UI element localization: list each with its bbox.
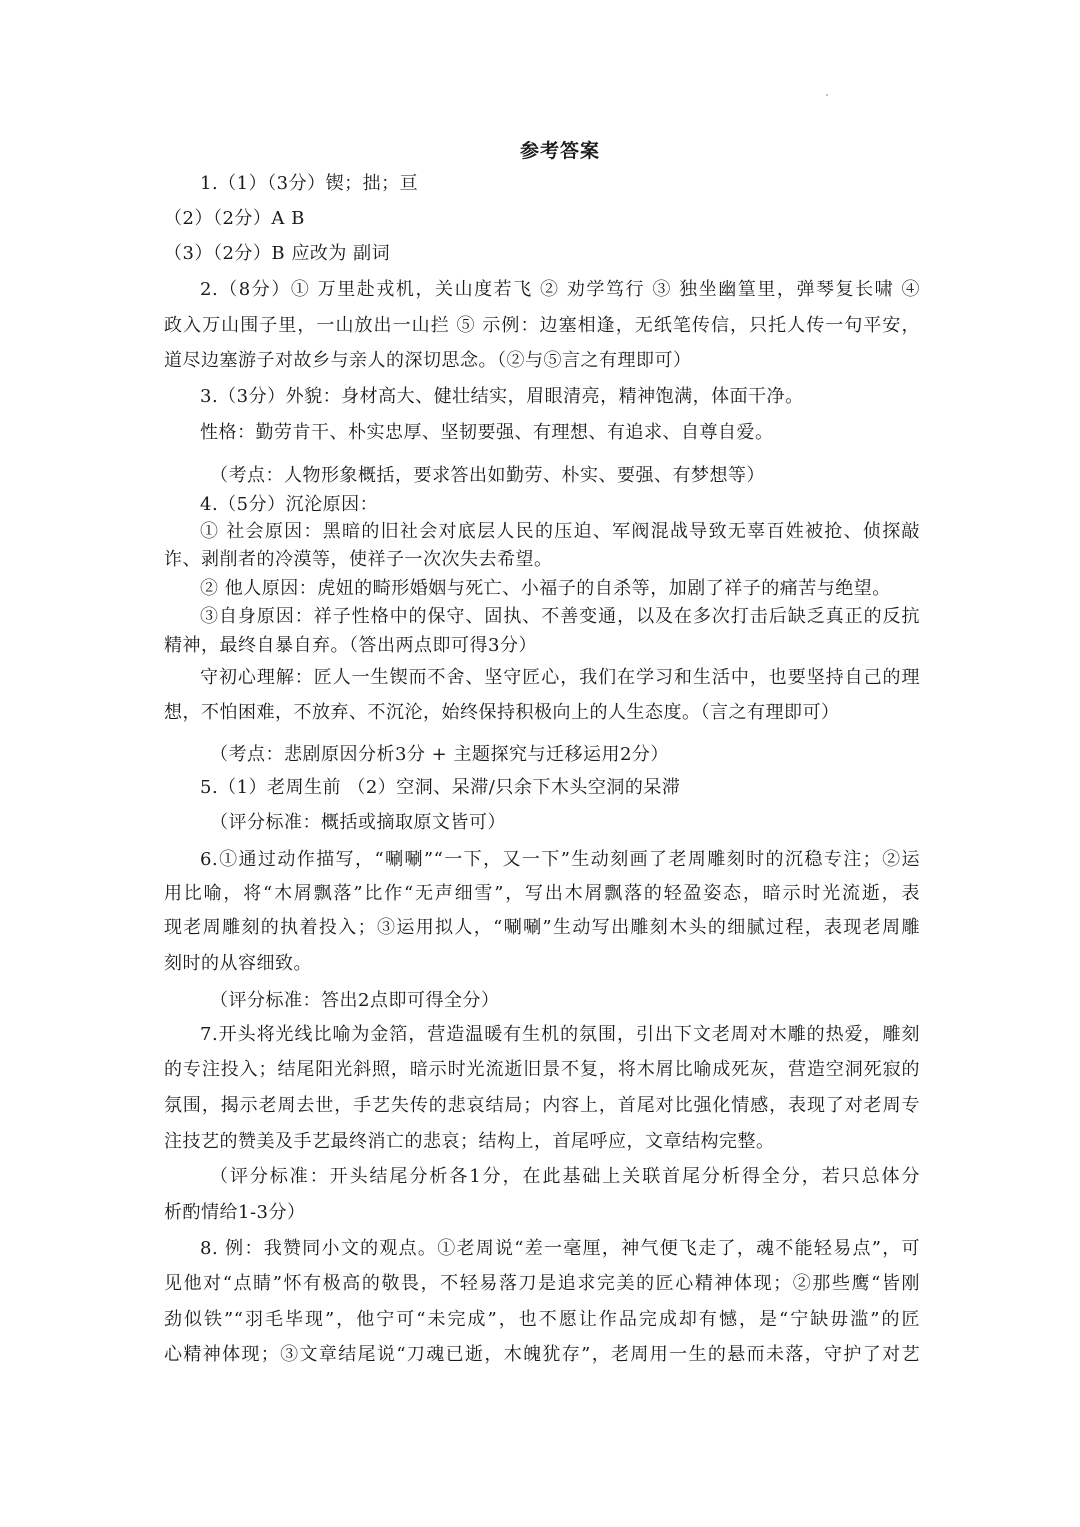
answer-line: 守初心理解：匠人一生锲而不舍、坚守匠心，我们在学习和生活中，也要坚持自己的理 [200,667,920,688]
answer-line: 用比喻，将“木屑飘落”比作“无声细雪”，写出木屑飘落的轻盈姿态，暗示时光流逝，表 [164,883,920,904]
page-title: 参考答案 [519,140,600,162]
answer-line: 诈、剥削者的冷漠等，使祥子一次次失去希望。 [164,549,553,570]
answer-line: 的专注投入；结尾阳光斜照，暗示时光流逝旧景不复，将木屑比喻成死灰，营造空洞死寂的 [164,1059,920,1080]
answer-line: 见他对“点睛”怀有极高的敬畏，不轻易落刀是追求完美的匠心精神体现；②那些鹰“皆刚 [164,1273,920,1294]
answer-line: 心精神体现；③文章结尾说“刀魂已逝，木魄犹存”，老周用一生的悬而未落，守护了对艺 [164,1344,920,1365]
answer-line: 2.（8分）① 万里赴戎机，关山度若飞 ② 劝学笃行 ③ 独坐幽篁里，弹琴复长啸 ④ [200,279,920,300]
answer-line: 劲似铁”“羽毛毕现”，他宁可“未完成”，也不愿让作品完成却有憾，是“宁缺毋滥”的匠 [164,1309,920,1330]
scoring-note: （评分标准：答出2点即可得全分） [210,990,500,1011]
answer-line: 性格：勤劳肯干、朴实忠厚、坚韧要强、有理想、有追求、自尊自爱。 [200,422,774,443]
answer-line: 1.（1）（3分）锲；拙；亘 [200,173,419,194]
answer-line: （2）（2分）A B [164,208,305,229]
answer-line: 精神，最终自暴自弃。（答出两点即可得3分） [164,635,537,656]
answer-line: 注技艺的赞美及手艺最终消亡的悲哀；结构上，首尾呼应，文章结构完整。 [164,1131,775,1152]
answer-line: 4.（5分）沉沦原因： [200,494,379,515]
scoring-note: 析酌情给1-3分） [164,1202,306,1223]
answer-line: 刻时的从容细致。 [164,953,312,974]
answer-line: 8. 例：我赞同小文的观点。①老周说“差一毫厘，神气便飞走了，魂不能轻易点”，可 [200,1238,920,1259]
answer-line: ③自身原因：祥子性格中的保守、固执、不善变通，以及在多次打击后缺乏真正的反抗 [200,606,920,627]
scoring-note: （评分标准：概括或摘取原文皆可） [210,812,506,833]
answer-line: 3.（3分）外貌：身材高大、健壮结实，眉眼清亮，精神饱满，体面干净。 [200,386,804,407]
speck-mark [826,94,828,96]
key-point-note: （考点：悲剧原因分析3分 + 主题探究与迁移运用2分） [210,744,669,765]
answer-line: 氛围，揭示老周去世，手艺失传的悲哀结局；内容上，首尾对比强化情感，表现了对老周专 [164,1095,920,1116]
answer-line: 现老周雕刻的执着投入；③运用拟人，“唰唰”生动写出雕刻木头的细腻过程，表现老周雕 [164,917,920,938]
answer-line: 想，不怕困难，不放弃、不沉沦，始终保持积极向上的人生态度。（言之有理即可） [164,702,840,723]
answer-line: 道尽边塞游子对故乡与亲人的深切思念。（②与⑤言之有理即可） [164,350,692,371]
scoring-note: （评分标准：开头结尾分析各1分，在此基础上关联首尾分析得全分，若只总体分 [210,1166,920,1187]
answer-line: 6.①通过动作描写，“唰唰”“一下，又一下”生动刻画了老周雕刻时的沉稳专注；②运 [200,849,920,870]
answer-line: ② 他人原因：虎妞的畸形婚姻与死亡、小福子的自杀等，加剧了祥子的痛苦与绝望。 [200,578,891,599]
answer-line: ① 社会原因：黑暗的旧社会对底层人民的压迫、军阀混战导致无辜百姓被抢、侦探敲 [200,521,920,542]
answer-line: 5.（1）老周生前 （2）空洞、呆滞/只余下木头空洞的呆滞 [200,777,681,798]
answer-line: （3）（2分）B 应改为 副词 [164,243,391,264]
answer-line: 政入万山围子里，一山放出一山拦 ⑤ 示例：边塞相逢，无纸笔传信，只托人传一句平安， [164,315,920,336]
answer-line: 7.开头将光线比喻为金箔，营造温暖有生机的氛围，引出下文老周对木雕的热爱，雕刻 [200,1024,920,1045]
key-point-note: （考点：人物形象概括，要求答出如勤劳、朴实、要强、有梦想等） [210,465,765,486]
